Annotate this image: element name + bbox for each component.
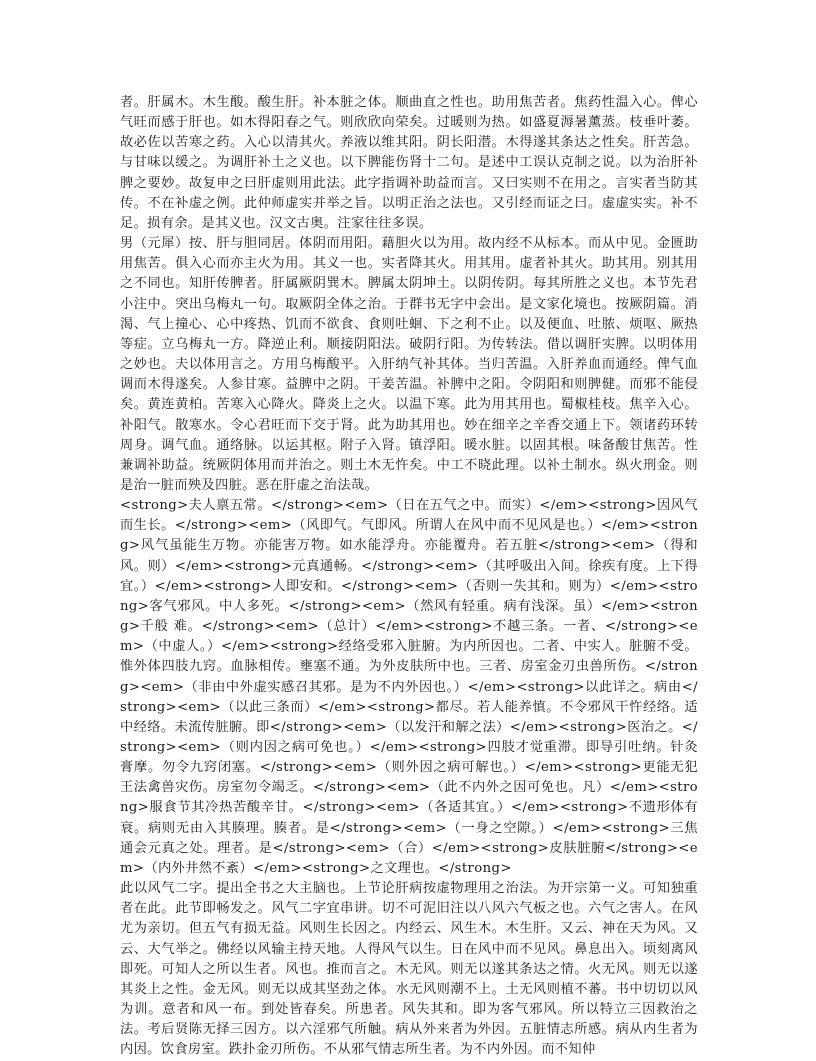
document-page [120, 93, 698, 1061]
paragraph-4: 此以风气二字。提出全书之大主脑也。上节论肝病按虚物理用之治法。为开宗第一义。可知独重者在此。此节即畅发之。风气二字宜串讲。切不可泥旧注以八风六气板之也。六气之害人。在风尤为亲切。但五气有损无益。风则生长因之。内经云、风生木。木生肝。又云、神在天为风。又云、大气举之。佛经以风输主持天地。人得风气以生。日在风中而不见风。鼻息出入。顷刻离风即死。可知人之所以生者。风也。推而言之。木无风。则无以遂其条达之情。火无风。则无以遂其炎上之性。金无风。则无以成其坚劲之体。水无风则潮不上。土无风则植不蕃。书中切切以风为训。意者和风一布。到处皆春矣。所患者。风失其和。即为客气邪风。所以特立三因救治之法。考后贤陈无择三因方。以六淫邪气所触。病从外来者为外因。五脏情志所感。病从内生者为内因。饮食房室。跌扑金刃所伤。不从邪气情志所生者。为不内外因。而不知仲 [120, 881, 698, 1058]
paragraph-2: 男（元犀）按、肝与胆同居。体阴而用阳。藉胆火以为用。故内经不从标本。而从中见。金匮助用焦苦。俱入心而亦主火为用。其义一也。实者降其火。用其用。虚者补其火。助其用。别其用之不同也。知肝传脾者。肝属厥阴巽木。脾属太阴坤土。以阴传阴。每其所胜之义也。本节先君小注中。突出乌梅丸一句。取厥阴全体之治。于群书无字中会出。是文家化境也。按厥阴篇。消渴、气上撞心、心中疼热、饥而不欲食、食则吐蛔、下之利不止。以及便血、吐脓、烦呕、厥热等症。立乌梅丸一方。降逆止利。顺接阴阳法。破阴行阳。为传转法。借以调肝实脾。以明体用之妙也。夫以体用言之。方用乌梅酸平。入肝纳气补其体。当归苦温。入肝养血而通经。俾气血调而木得遂矣。人参甘寒。益脾中之阴。干姜苦温。补脾中之阳。令阴阳和则脾健。而邪不能侵矣。黄连黄柏。苦寒入心降火。降炎上之火。以温下寒。此为用其用也。蜀椒桂枝。焦辛入心。补阳气。散寒水。令心君旺而下交于肾。此为助其用也。妙在细辛之辛香交通上下。领诸药环转周身。调气血。通络脉。以运其枢。附子入肾。镇浮阳。暖水脏。以固其根。味备酸甘焦苦。性兼调补助益。统厥阴体用而并治之。则土木无忤矣。中工不晓此理。以补土制水。纵火刑金。则是治一脏而殃及四脏。恶在肝虚之治法哉。 [120, 236, 698, 493]
paragraph-1: 者。肝属木。木生酸。酸生肝。补本脏之体。顺曲直之性也。助用焦苦者。焦药性温入心。俾心气旺而感于肝也。如木得阳春之气。则欣欣向荣矣。过暖则为热。如盛夏溽暑薰蒸。枝垂叶萎。故必佐以苦寒之药。入心以清其火。养液以维其阳。阴长阳潜。木得遂其条达之性矣。肝苦急。与甘味以缓之。为调肝补土之义也。以下脾能伤肾十二句。是述中工误认克制之说。以为治肝补脾之要妙。故复申之曰肝虚则用此法。此字指调补助益而言。又曰实则不在用之。言实者当防其传。不在补虚之例。此仲师虚实并举之旨。以明正治之法也。又引经而证之曰。虚虚实实。补不足。损有余。是其义也。汉文古奥。注家往往多误。 [120, 95, 698, 231]
paragraph-3: <strong>夫人禀五常。</strong><em>（日在五气之中。而实）</em><strong>因风气而生长。</strong><em>（风即气。气即风。所谓人在风中而不见风是也。）</em><strong>风气虽能生万物。亦能害万物。如水能浮舟。亦能覆舟。若五脏</strong><em>（得和风。则）</em><strong>元真通畅。</strong><em>（其呼吸出入间。徐疾有度。上下得宜。）</em><strong>人即安和。</strong><em>（否则一失其和。则为）</em><strong>客气邪风。中人多死。</strong><em>（然风有轻重。病有浅深。虽）</em><strong>千般 难。</strong><em>（总计）</em><strong>不越三条。一者、</strong><em>（中虚人。）</em><strong>经络受邪入脏腑。为内所因也。二者、中实人。脏腑不受。惟外体四肢九窍。血脉相传。壅塞不通。为外皮肤所中也。三者、房室金刃虫兽所伤。</strong><em>（非由中外虚实感召其邪。是为不内外因也。）</em><strong>以此详之。病由</strong><em>（以此三条而）</em><strong>都尽。若人能养慎。不令邪风干忤经络。适中经络。未流传脏腑。即</strong><em>（以发汗和解之法）</em><strong>医治之。</strong><em>（则内因之病可免也。）</em><strong>四肢才觉重滞。即导引吐纳。针灸膏摩。勿令九窍闭塞。</strong><em>（则外因之病可解也。）</em><strong>更能无犯王法禽兽灾伤。房室勿令竭乏。</strong><em>（此不内外之因可免也。凡）</em><strong>服食节其冷热苦酸辛甘。</strong><em>（各适其宜。）</em><strong>不遗形体有衰。病则无由入其腠理。腠者。是</strong><em>（一身之空隙。）</em><strong>三焦通会元真之处。理者。是</strong><em>（合）</em><strong>皮肤脏腑</strong><em>（内外井然不紊）</em><strong>之文理也。</strong> [120, 498, 698, 876]
